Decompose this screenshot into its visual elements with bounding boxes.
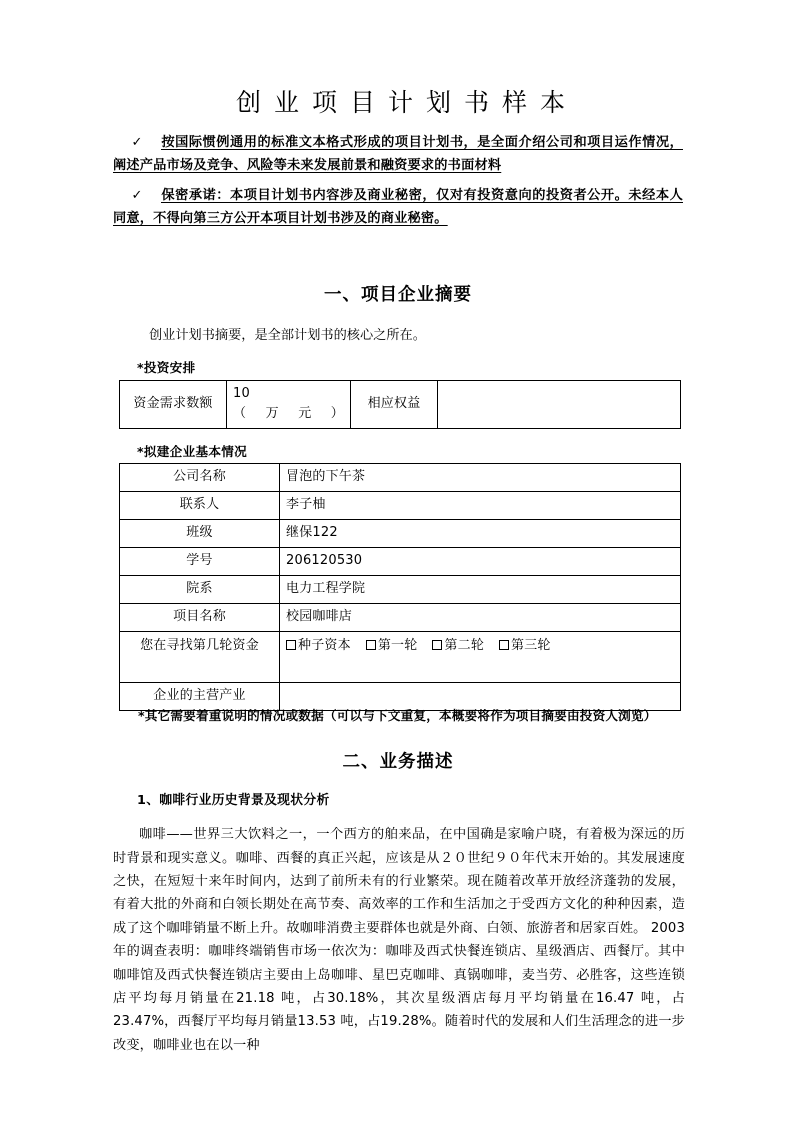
- bullet-item-2: [113, 184, 683, 231]
- checkbox-label-round-two: 第二轮: [444, 638, 485, 653]
- row-label-contact: 联系人: [120, 492, 280, 520]
- bullet-text-2: 保密承诺：本项目计划书内容涉及商业秘密，仅对有投资意向的投资者公开。未经本人同意，不得向第三方公开本项目计划书涉及的商业秘密。: [113, 187, 683, 227]
- bullet-item-1: [113, 131, 683, 178]
- row-value-department[interactable]: 电力工程学院: [280, 576, 681, 604]
- table-row: [120, 381, 681, 429]
- fund-need-unit: （万元）: [233, 406, 344, 421]
- equity-value[interactable]: [438, 381, 681, 429]
- row-label-company-name: 公司名称: [120, 464, 280, 492]
- fund-need-amount-cell: [227, 381, 351, 429]
- row-label-class: 班级: [120, 520, 280, 548]
- row-value-company-name[interactable]: 冒泡的下午茶: [280, 464, 681, 492]
- checkbox-icon[interactable]: [499, 640, 509, 650]
- row-value-contact[interactable]: 李子柚: [280, 492, 681, 520]
- investment-table: [119, 380, 681, 429]
- checkbox-label-round-three: 第三轮: [511, 638, 551, 653]
- table-row-funding-round: [120, 632, 681, 683]
- checkmark-icon: ✓: [131, 135, 143, 150]
- row-value-class[interactable]: 继保122: [280, 520, 681, 548]
- basic-info-table: [119, 463, 681, 711]
- bullet-text-1: 按国际惯例通用的标准文本格式形成的项目计划书，是全面介绍公司和项目运作情况，阐述产品市场及竞争、风险等未来发展前景和融资要求的书面材料: [113, 135, 683, 174]
- checkbox-label-round-one: 第一轮: [377, 638, 418, 653]
- row-label-funding-round: 您在寻找第几轮资金: [120, 632, 280, 683]
- table-row: [120, 576, 681, 604]
- table-row: [120, 520, 681, 548]
- section-one-heading: 一、项目企业摘要: [324, 285, 472, 305]
- equity-label: 相应权益: [351, 381, 438, 429]
- section-two-paragraph: 咖啡——世界三大饮料之一，一个西方的舶来品，在中国确是家喻户晓，有着极为深远的历时背景和现实意义。咖啡、西餐的真正兴起，应该是从２０世纪９０年代末开始的。其发展速度之快，在短短十来年时间内，达到了前所未有的行业繁荣。现在随着改革开放经济蓬勃的发展，有着大批的外商和白领长期处在高节奏、高效率的工作和生活加之于受西方文化的种种因素，造成了这个咖啡销量不断上升。故咖啡消费主要群体也就是外商、白领、旅游者和居家百姓。 2003 年的调查表明：咖啡终端销售市场一依次为：咖啡及西式快餐连锁店、星级酒店、西餐厅。其中咖啡馆及西式快餐连锁店主要由上岛咖啡、星巴克咖啡、真锅咖啡，麦当劳、必胜客，这些连锁店平均每月销量在21.18 吨，占30.18%，其次星级酒店每月平均销量在16.47 吨，占23.47%，西餐厅平均每月销量13.53 吨，占19.28%。随着时代的发展和人们生活理念的进一步改变，咖啡业也在以一种: [113, 827, 686, 1053]
- summary-note: *其它需要着重说明的情况或数据（可以与下文重复，本概要将作为项目摘要由投资人浏览）: [138, 707, 657, 723]
- row-label-main-industry: 企业的主营产业: [120, 683, 280, 711]
- fund-need-label: 资金需求数额: [120, 381, 227, 429]
- row-label-department: 院系: [120, 576, 280, 604]
- checkbox-icon[interactable]: [432, 640, 442, 650]
- table-row: [120, 604, 681, 632]
- fund-need-amount: 10: [233, 386, 250, 401]
- investment-arrangement-label: *投资安排: [137, 360, 196, 375]
- row-label-student-id: 学号: [120, 548, 280, 576]
- checkbox-icon[interactable]: [366, 640, 376, 650]
- row-value-project-name[interactable]: 校园咖啡店: [280, 604, 681, 632]
- row-value-student-id[interactable]: 206120530: [280, 548, 681, 576]
- checkmark-icon: ✓: [131, 187, 143, 203]
- section-one-intro: 创业计划书摘要，是全部计划书的核心之所在。: [149, 328, 426, 343]
- page-title: 创业项目计划书样本: [235, 88, 578, 117]
- bullet-list: [113, 131, 683, 237]
- checkbox-seed-capital[interactable]: [286, 636, 351, 656]
- table-row: [120, 492, 681, 520]
- table-row: [120, 464, 681, 492]
- funding-round-options: [280, 632, 681, 683]
- checkbox-icon[interactable]: [286, 640, 296, 650]
- section-two-subheading: 1、咖啡行业历史背景及现状分析: [137, 793, 330, 808]
- table-row: [120, 548, 681, 576]
- checkbox-round-one[interactable]: [366, 636, 418, 656]
- checkbox-round-two[interactable]: [432, 636, 484, 656]
- basic-info-label: *拟建企业基本情况: [137, 444, 248, 459]
- checkbox-round-three[interactable]: [499, 636, 551, 656]
- row-label-project-name: 项目名称: [120, 604, 280, 632]
- section-two-heading: 二、业务描述: [342, 752, 454, 772]
- checkbox-label-seed-capital: 种子资本: [298, 638, 351, 653]
